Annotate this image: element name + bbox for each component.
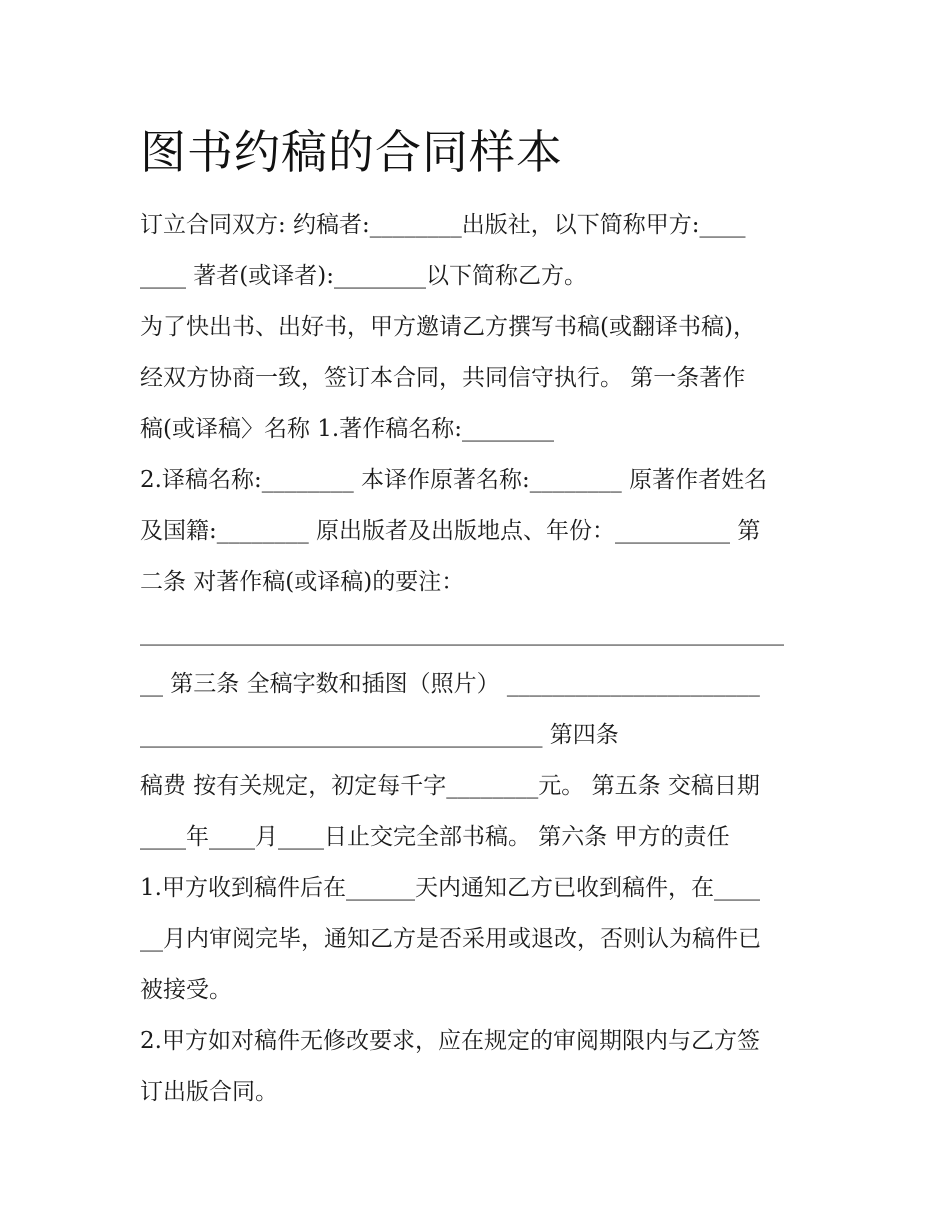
document-body bbox=[140, 200, 820, 1118]
body-line: 二条 对著作稿(或译稿)的要注： bbox=[140, 569, 465, 595]
body-line: __ 第三条 全稿字数和插图（照片） ______________________ bbox=[140, 671, 760, 697]
body-line: ____ 著者(或译者):________以下简称乙方。 bbox=[140, 263, 588, 289]
body-line: 订出版合同。 bbox=[140, 1079, 278, 1105]
body-line: 被接受。 bbox=[140, 977, 232, 1003]
body-line: 经双方协商一致，签订本合同，共同信守执行。 第一条著作 bbox=[140, 365, 746, 391]
body-line: ____年____月____日止交完全部书稿。 第六条 甲方的责任 bbox=[140, 824, 730, 850]
body-line: 及国籍:________ 原出版者及出版地点、年份：__________ 第 bbox=[140, 518, 761, 544]
body-line: 订立合同双方: 约稿者:________出版社，以下简称甲方:____ bbox=[140, 212, 746, 238]
body-line: ________________________________________________________ bbox=[140, 620, 784, 646]
body-line: 1.甲方收到稿件后在______天内通知乙方已收到稿件，在____ bbox=[140, 875, 760, 901]
body-line: __月内审阅完毕，通知乙方是否采用或退改，否则认为稿件已 bbox=[140, 926, 761, 952]
body-line: 稿费 按有关规定，初定每千字________元。 第五条 交稿日期 bbox=[140, 773, 760, 799]
body-line: 2.译稿名称:________ 本译作原著名称:________ 原著作者姓名 bbox=[140, 467, 768, 493]
body-line: 稿(或译稿〉名称 1.著作稿名称:________ bbox=[140, 416, 554, 442]
body-line: 为了快出书、出好书，甲方邀请乙方撰写书稿(或翻译书稿)， bbox=[140, 314, 756, 340]
document-title: 图书约稿的合同样本 bbox=[140, 125, 563, 179]
body-line: 2.甲方如对稿件无修改要求，应在规定的审阅期限内与乙方签 bbox=[140, 1028, 760, 1054]
body-line: ___________________________________ 第四条 bbox=[140, 722, 619, 748]
